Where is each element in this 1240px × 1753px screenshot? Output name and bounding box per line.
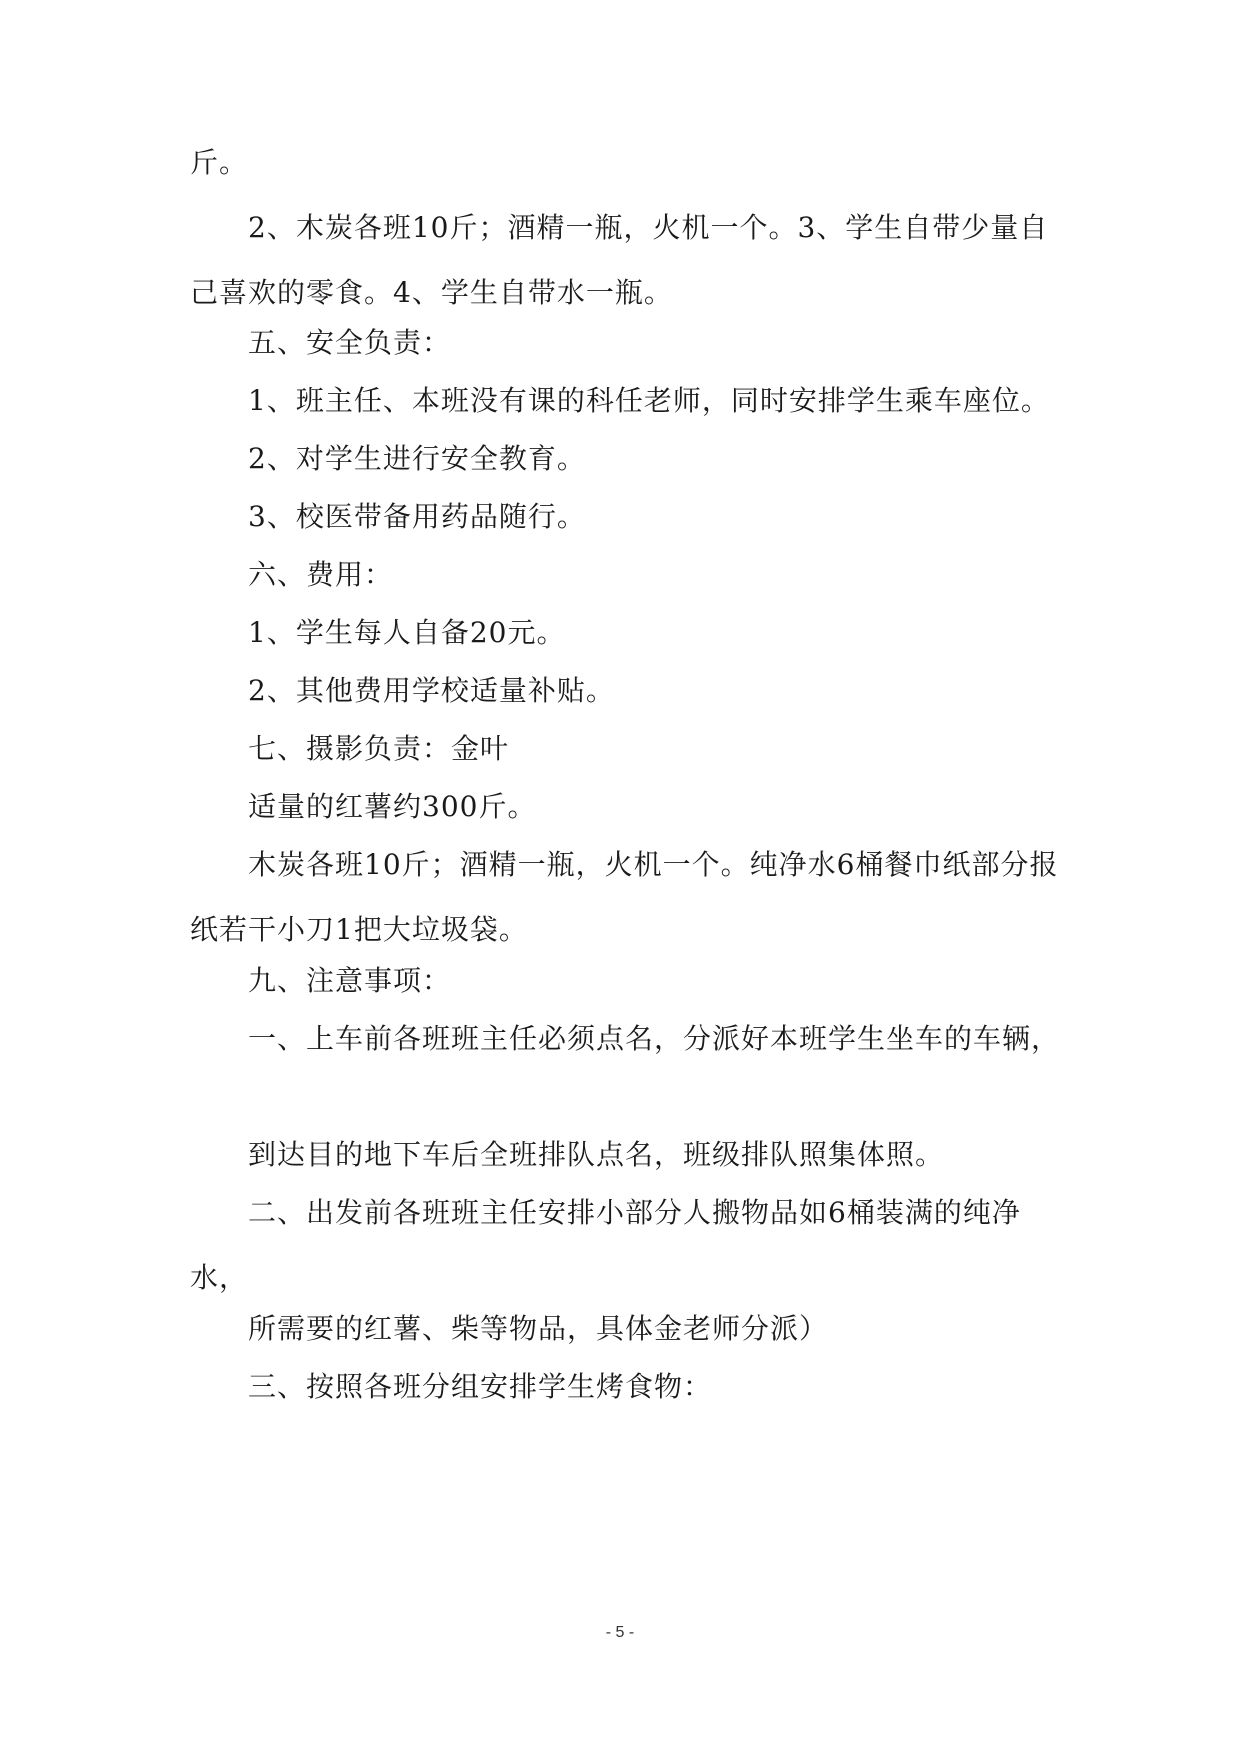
section-heading-safety: 五、安全负责：: [248, 326, 452, 359]
paragraph-notes-2: 二、出发前各班班主任安排小部分人搬物品如6桶装满的纯净水，: [190, 1196, 1021, 1294]
paragraph-continuation: 斤。: [190, 146, 249, 179]
paragraph-safety-3: 3、校医带备用药品随行。: [248, 500, 586, 533]
paragraph-notes-1: 一、上车前各班班主任必须点名，分派好本班学生坐车的车辆，: [248, 1022, 1061, 1055]
paragraph-supplies-list: 2、木炭各班10斤；酒精一瓶，火机一个。3、学生自带少量自己喜欢的零食。4、学生自带水一瓶。: [190, 211, 1049, 309]
paragraph-costs-1: 1、学生每人自备20元。: [248, 616, 566, 649]
paragraph-costs-2: 2、其他费用学校适量补贴。: [248, 674, 615, 707]
paragraph-notes-3: 三、按照各班分组安排学生烤食物：: [248, 1370, 713, 1403]
paragraph-notes-1-cont: 到达目的地下车后全班排队点名，班级排队照集体照。: [248, 1138, 945, 1171]
section-heading-photography: 七、摄影负责：金叶: [248, 732, 510, 765]
paragraph-sweet-potatoes: 适量的红薯约300斤。: [248, 790, 537, 823]
section-heading-notes: 九、注意事项：: [248, 964, 452, 997]
paragraph-notes-2-cont: 所需要的红薯、柴等物品，具体金老师分派）: [248, 1312, 829, 1345]
paragraph-safety-2: 2、对学生进行安全教育。: [248, 442, 586, 475]
paragraph-charcoal-supplies: 木炭各班10斤；酒精一瓶，火机一个。纯净水6桶餐巾纸部分报纸若干小刀1把大垃圾袋。: [190, 848, 1059, 946]
paragraph-safety-1: 1、班主任、本班没有课的科任老师，同时安排学生乘车座位。: [248, 384, 1050, 417]
page-number: - 5 -: [605, 1624, 635, 1641]
section-heading-costs: 六、费用：: [248, 558, 394, 591]
